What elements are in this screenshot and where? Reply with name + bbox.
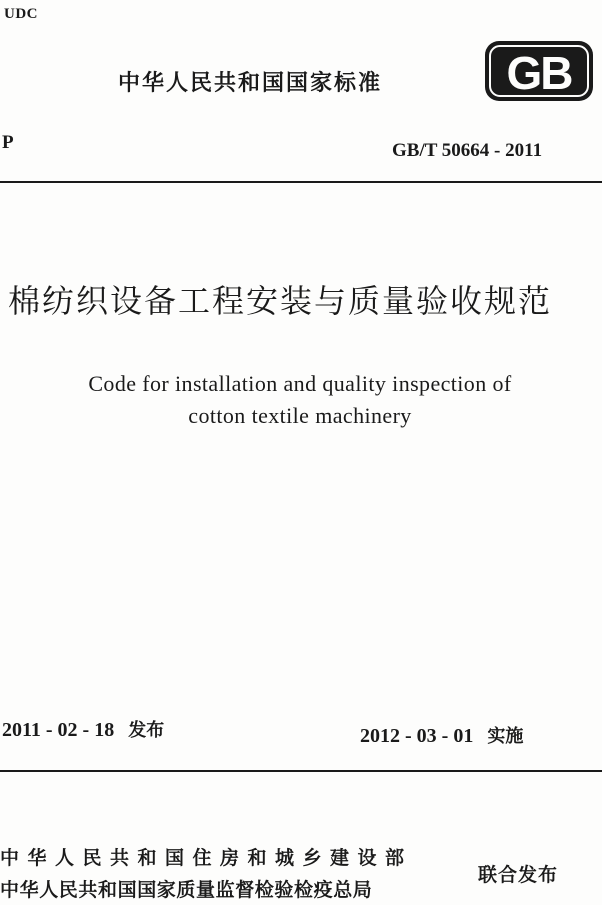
issue-date-block	[2, 716, 164, 742]
issue-date: 2011 - 02 - 18	[2, 719, 115, 741]
issue-label: 发布	[128, 720, 165, 741]
classification-code: P	[2, 132, 14, 153]
english-title-line-1: Code for installation and quality inspection of	[88, 371, 512, 396]
udc-label: UDC	[4, 6, 38, 22]
english-title-line-2: cotton textile machinery	[188, 403, 412, 428]
issuing-authority-1: 中华人民共和国住房和城乡建设部	[0, 847, 413, 869]
bottom-divider	[0, 770, 602, 772]
chinese-title: 棉纺织设备工程安装与质量验收规范	[8, 282, 553, 320]
top-divider	[0, 181, 602, 183]
implementation-date: 2012 - 03 - 01	[360, 725, 474, 747]
national-standard-title: 中华人民共和国国家标准	[118, 71, 383, 96]
issuing-authority-2: 中华人民共和国国家质量监督检验检疫总局	[0, 879, 373, 901]
joint-issue-label: 联合发布	[478, 864, 559, 886]
standard-number: GB/T 50664 - 2011	[392, 140, 543, 161]
english-title	[0, 368, 600, 432]
gb-logo	[484, 40, 594, 102]
implementation-label: 实施	[487, 726, 524, 747]
gb-logo-text: GB	[506, 47, 572, 99]
implementation-date-block	[360, 722, 523, 748]
